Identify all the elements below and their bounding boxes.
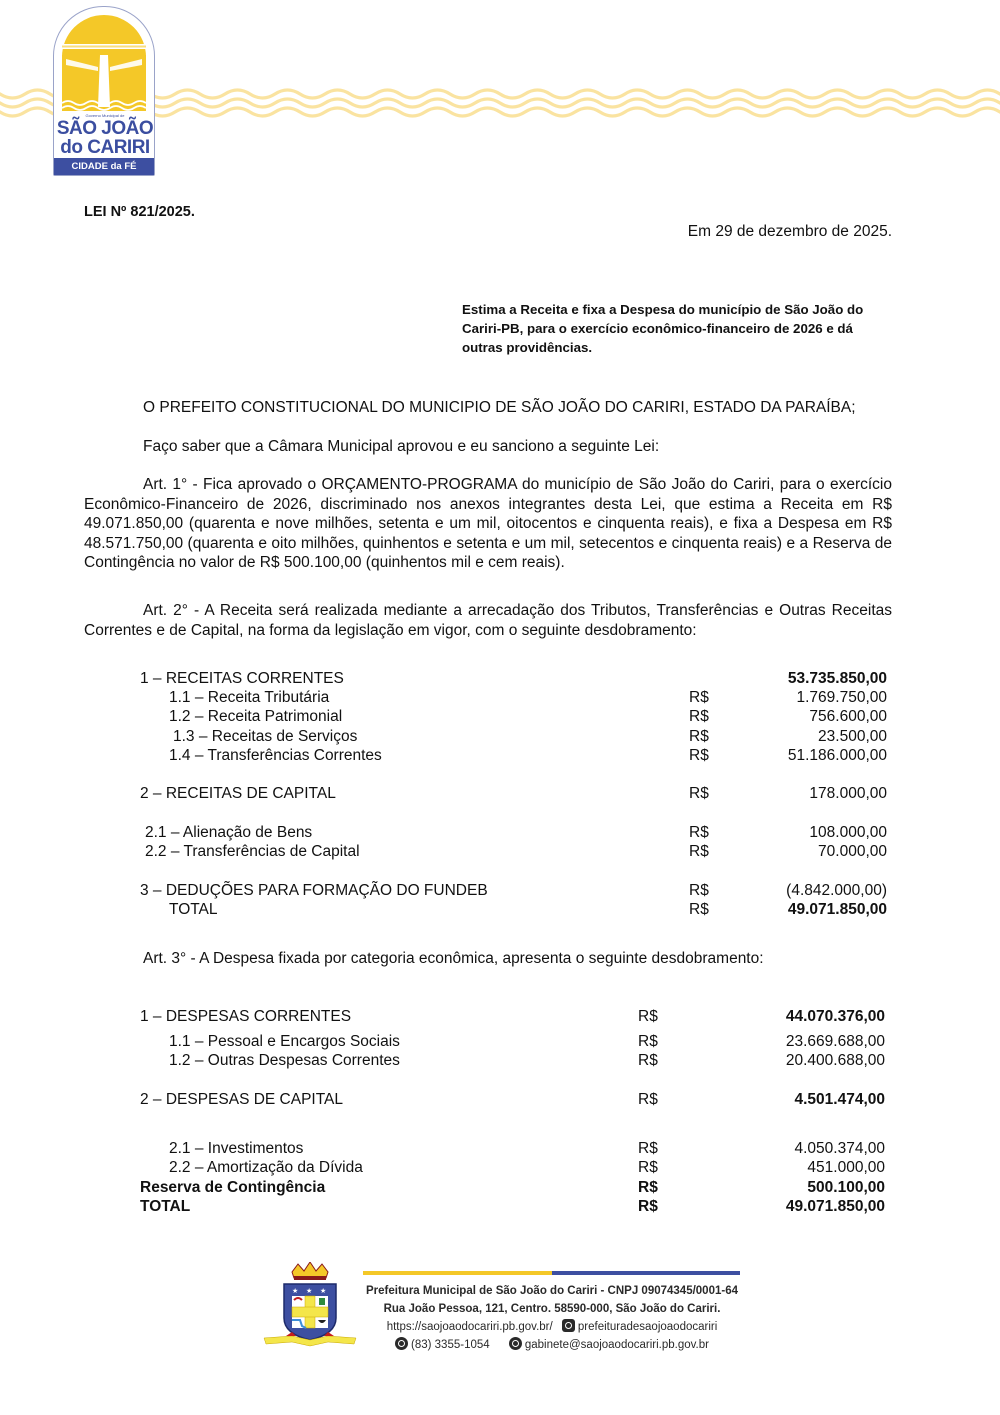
preamble-text: O PREFEITO CONSTITUCIONAL DO MUNICIPIO DE SÃO JOÃO DO CARIRI, ESTADO DA PARAÍBA; — [143, 399, 856, 416]
table-row-total: TOTAL R$ 49.071.850,00 — [169, 901, 887, 918]
table-row: 2 – RECEITAS DE CAPITAL R$ 178.000,00 — [140, 785, 887, 802]
phone-icon — [395, 1337, 408, 1350]
municipality-logo — [53, 6, 155, 176]
logo-title-line1: SÃO JOÃO — [56, 118, 154, 139]
table-row: 1 – DESPESAS CORRENTES R$ 44.070.376,00 — [140, 1008, 885, 1025]
table-row: 2 – DESPESAS DE CAPITAL R$ 4.501.474,00 — [140, 1091, 885, 1108]
logo-tagline: CIDADE da FÉ — [54, 158, 154, 175]
table-row: 1.1 – Pessoal e Encargos Sociais R$ 23.669.688,00 — [169, 1033, 885, 1050]
footer-email-link[interactable]: gabinete@saojoaodocariri.pb.gov.br — [524, 1339, 709, 1351]
law-number: LEI Nº 821/2025. — [84, 204, 195, 220]
law-subject: Estima a Receita e fixa a Despesa do município de São João do Cariri-PB, para o exercício econômico-financeiro de 2026 e dá outras providências. — [462, 302, 864, 355]
table-row: 2.1 – Alienação de Bens R$ 108.000,00 — [145, 824, 887, 841]
table-row-total: TOTAL R$ 49.071.850,00 — [140, 1198, 885, 1215]
article-1: Art. 1° - Fica aprovado o ORÇAMENTO-PROGRAMA do município de São João do Cariri, para o exercício Econômico-Financeiro de 2026, discriminado nos anexos integrantes desta Lei, que estima a Receita em R$ 49.071.850,00 (quarenta e nove milhões, setenta e um mil, oitocentos e cinquenta reais), e fixa a Despesa em R$ 48.571.750,00 (quarenta e oito milhões, quinhentos e setenta e um mil, setecentos e cinquenta reais) e a Reserva de Contingência no valor de R$ 500.100,00 (quinhentos mil e cem reais). — [84, 476, 892, 571]
logo-subtitle: Governo Municipal de — [85, 113, 125, 118]
municipal-crest-icon — [262, 1262, 358, 1348]
instagram-icon — [562, 1319, 575, 1332]
footer-divider-blue — [552, 1271, 740, 1275]
footer-divider-yellow — [363, 1271, 552, 1275]
table-row: 3 – DEDUÇÕES PARA FORMAÇÃO DO FUNDEB R$ (4.842.000,00) — [140, 882, 887, 899]
enactment-text: Faço saber que a Câmara Municipal aprovou e eu sanciono a seguinte Lei: — [143, 438, 660, 455]
lighthouse-emblem-icon — [54, 7, 154, 117]
table-row: 1.2 – Receita Patrimonial R$ 756.600,00 — [169, 708, 887, 725]
article-3: Art. 3° - A Despesa fixada por categoria econômica, apresenta o seguinte desdobramento: — [143, 950, 764, 967]
table-row: 1.3 – Receitas de Serviços R$ 23.500,00 — [173, 728, 887, 745]
table-row-reserve: Reserva de Contingência R$ 500.100,00 — [140, 1179, 885, 1196]
table-row: 1.1 – Receita Tributária R$ 1.769.750,00 — [169, 689, 887, 706]
email-icon — [509, 1337, 522, 1350]
svg-text:★: ★ — [306, 1287, 313, 1295]
footer-phone[interactable]: (83) 3355-1054 — [411, 1339, 490, 1351]
table-row: 1 – RECEITAS CORRENTES 53.735.850,00 — [140, 670, 887, 687]
footer-website-link[interactable]: https://saojoaodocariri.pb.gov.br/ — [386, 1321, 553, 1333]
footer-instagram-link[interactable]: prefeituradesaojoaodocariri — [577, 1321, 718, 1333]
svg-text:★: ★ — [292, 1287, 299, 1295]
svg-text:★: ★ — [320, 1287, 327, 1295]
table-row: 1.2 – Outras Despesas Correntes R$ 20.400.688,00 — [169, 1052, 885, 1069]
table-row: 2.2 – Transferências de Capital R$ 70.000,00 — [145, 843, 887, 860]
table-row: 1.4 – Transferências Correntes R$ 51.186.000,00 — [169, 747, 887, 764]
footer-web-row — [360, 1318, 744, 1337]
table-row: 2.2 – Amortização da Dívida R$ 451.000,00 — [169, 1159, 885, 1176]
article-2: Art. 2° - A Receita será realizada mediante a arrecadação dos Tributos, Transferências e Outras Receitas Correntes e de Capital, na forma da legislação em vigor, com o seguinte desdobramento: — [84, 602, 892, 639]
document-date: Em 29 de dezembro de 2025. — [687, 223, 892, 240]
footer-contact-row — [360, 1336, 744, 1355]
table-row: 2.1 – Investimentos R$ 4.050.374,00 — [169, 1140, 885, 1157]
footer-institution: Prefeitura Municipal de São João do Cariri - CNPJ 09074345/0001-64 — [366, 1285, 738, 1297]
footer-address: Rua João Pessoa, 121, Centro. 58590-000, São João do Cariri. — [383, 1303, 721, 1315]
logo-title-line2: do CARIRI — [60, 137, 150, 158]
